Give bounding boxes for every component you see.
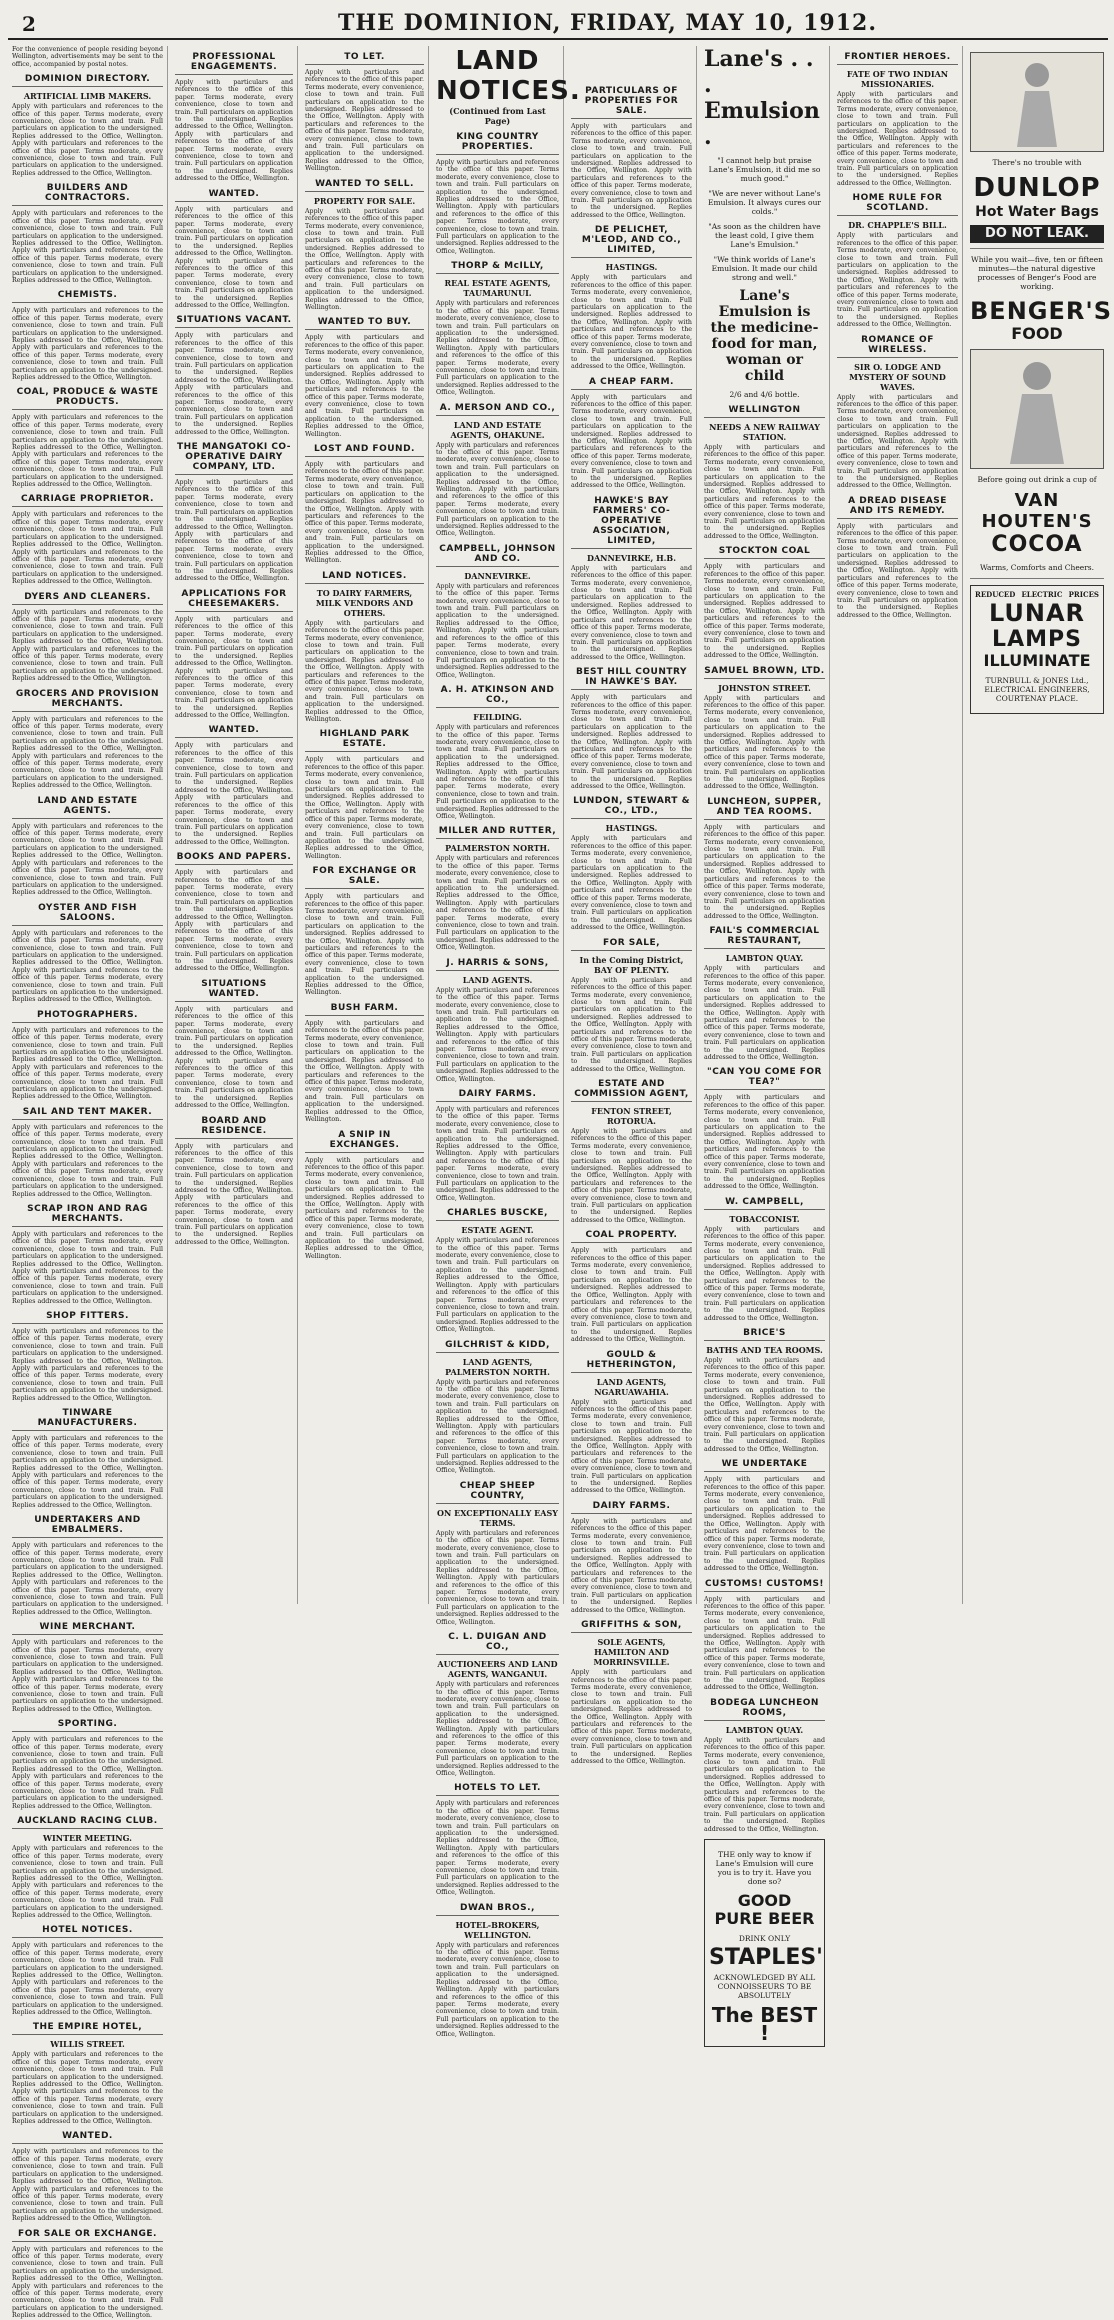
section-heading: CAMPBELL, JOHNSON AND CO. (436, 544, 559, 567)
body-text: Apply with particulars and references to the office of this paper. Terms moderate, every convenience, close to town and train. Full particulars on application to the undersigned. Replies addressed to the Office, Wellington. Apply with particulars and references to the office of this paper. Terms moderate, every convenience, close to town and train. Full particulars on application to the undersigned. Replies addressed to the Office, Wellington. (12, 103, 163, 177)
section-heading: LUNDON, STEWART & CO., LTD., (571, 796, 692, 819)
body-text: Apply with particulars and references to the office of this paper. Terms moderate, every convenience, close to town and train. Full particulars on application to the undersigned. Replies addressed to the Office, Wellington. Apply with particulars and references to the office of this paper. Terms moderate, every convenience, close to town and train. Full particulars on application to the undersigned. Replies addressed to the Office, Wellington. (305, 619, 424, 724)
body-text: Apply with particulars and references to the office of this paper. Terms moderate, every convenience, close to town and train. Full particulars on application to the undersigned. Replies addressed to the Office, Wellington. Apply with particulars and references to the office of this paper. Terms moderate, every convenience, close to town and train. Full particulars on application to the undersigned. Replies addressed to the Office, Wellington. (12, 307, 163, 381)
section-subheading: REAL ESTATE AGENTS, TAUMARUNUI. (444, 278, 551, 299)
body-text: Apply with particulars and references to the office of this paper. Terms moderate, every convenience, close to town and train. Full particulars on application to the undersigned. Replies addressed to the Office, Wellington. Apply with particulars and references to the office of this paper. Terms moderate, every convenience, close to town and train. Full particulars on application to the undersigned. Replies addressed to the Office, Wellington. (436, 582, 559, 679)
section-heading: THE MANGATOKI CO-OPERATIVE DAIRY COMPANY, LTD. (175, 442, 293, 475)
body-text: Apply with particulars and references to the office of this paper. Terms moderate, every convenience, close to town and train. Full particulars on application to the undersigned. Replies addressed to the Office, Wellington. Apply with particulars and references to the office of this paper. Terms moderate, every convenience, close to town and train. Full particulars on application to the undersigned. Replies addressed to the Office, Wellington. (704, 1476, 825, 1573)
body-text: Apply with particulars and references to the office of this paper. Terms moderate, every convenience, close to town and train. Full particulars on application to the undersigned. Replies addressed to the Office, Wellington. Apply with particulars and references to the office of this paper. Terms moderate, every convenience, close to town and train. Full particulars on application to the undersigned. Replies addressed to the Office, Wellington. (837, 393, 958, 490)
body-text: Apply with particulars and references to the office of this paper. Terms moderate, every convenience, close to town and train. Full particulars on application to the undersigned. Replies addressed to the Office, Wellington. Apply with particulars and references to the office of this paper. Terms moderate, every convenience, close to town and train. Full particulars on application to the undersigned. Replies addressed to the Office, Wellington. (704, 1356, 825, 1453)
section-heading: BOOKS AND PAPERS. (175, 852, 293, 865)
body-text: Apply with particulars and references to the office of this paper. Terms moderate, every convenience, close to town and train. Full particulars on application to the undersigned. Replies addressed to the Office, Wellington. Apply with particulars and references to the office of this paper. Terms moderate, every convenience, close to town and train. Full particulars on application to the undersigned. Replies addressed to the Office, Wellington. (175, 79, 293, 183)
body-text: Apply with particulars and references to the office of this paper. Terms moderate, every convenience, close to town and train. Full particulars on application to the undersigned. Replies addressed to the Office, Wellington. Apply with particulars and references to the office of this paper. Terms moderate, every convenience, close to town and train. Full particulars on application to the undersigned. Replies addressed to the Office, Wellington. (436, 1800, 559, 1897)
section-heading: A CHEAP FARM. (571, 377, 692, 390)
body-text: Apply with particulars and references to the office of this paper. Terms moderate, every convenience, close to town and train. Full particulars on application to the undersigned. Replies addressed to the Office, Wellington. Apply with particulars and references to the office of this paper. Terms moderate, every convenience, close to town and train. Full particulars on application to the undersigned. Replies addressed to the Office, Wellington. (12, 1639, 163, 1713)
section-heading: SAMUEL BROWN, LTD. (704, 666, 825, 679)
body-text: Apply with particulars and references to the office of this paper. Terms moderate, every convenience, close to town and train. Full particulars on application to the undersigned. Replies addressed to the Office, Wellington. Apply with particulars and references to the office of this paper. Terms moderate, every convenience, close to town and train. Full particulars on application to the undersigned. Replies addressed to the Office, Wellington. (571, 835, 692, 932)
section-heading: WE UNDERTAKE (704, 1459, 825, 1472)
body-text: Apply with particulars and references to the office of this paper. Terms moderate, every convenience, close to town and train. Full particulars on application to the undersigned. Replies addressed to the Office, Wellington. Apply with particulars and references to the office of this paper. Terms moderate, every convenience, close to town and train. Full particulars on application to the undersigned. Replies addressed to the Office, Wellington. (12, 1736, 163, 1810)
section-subheading: LAND AND ESTATE AGENTS, OHAKUNE. (450, 419, 545, 440)
column-3-classifieds (301, 46, 429, 1604)
van-houten-brand: VAN HOUTEN'S (981, 490, 1093, 532)
section-heading: TO LET. (305, 52, 424, 65)
section-subheading: AUCTIONEERS AND LAND AGENTS, WANGANUI. (437, 1659, 558, 1680)
staples-ack: ACKNOWLEDGED BY ALL CONNOISSEURS TO BE ABSOLUTELY (713, 1973, 816, 2001)
body-text: Apply with particulars and references to the office of this paper. Terms moderate, every convenience, close to town and train. Full particulars on application to the undersigned. Replies addressed to the Office, Wellington. Apply with particulars and references to the office of this paper. Terms moderate, every convenience, close to town and train. Full particulars on application to the undersigned. Replies addressed to the Office, Wellington. (704, 444, 825, 540)
body-text: Apply with particulars and references to the office of this paper. Terms moderate, every convenience, close to town and train. Full particulars on application to the undersigned. Replies addressed to the Office, Wellington. Apply with particulars and references to the office of this paper. Terms moderate, every convenience, close to town and train. Full particulars on application to the undersigned. Replies addressed to the Office, Wellington. (436, 986, 559, 1083)
body-text: Apply with particulars and references to the office of this paper. Terms moderate, every convenience, close to town and train. Full particulars on application to the undersigned. Replies addressed to the Office, Wellington. Apply with particulars and references to the office of this paper. Terms moderate, every convenience, close to town and train. Full particulars on application to the undersigned. Replies addressed to the Office, Wellington. (571, 393, 692, 490)
section-subheading: DANNEVIRKE. (464, 570, 531, 581)
section-heading: CARRIAGE PROPRIETOR. (12, 494, 163, 507)
section-heading: HIGHLAND PARK ESTATE. (305, 729, 424, 752)
section-subheading: HASTINGS. (605, 262, 658, 273)
section-heading: WANTED. (12, 2131, 163, 2144)
section-heading: BOARD AND RESIDENCE. (175, 1116, 293, 1139)
section-heading: SPORTING. (12, 1719, 163, 1732)
body-text: Apply with particulars and references to the office of this paper. Terms moderate, every convenience, close to town and train. Full particulars on application to the undersigned. Replies addressed to the Office, Wellington. Apply with particulars and references to the office of this paper. Terms moderate, every convenience, close to town and train. Full particulars on application to the undersigned. Replies addressed to the Office, Wellington. (305, 69, 424, 173)
staples-best: The BEST ! (711, 2003, 818, 2046)
section-heading: SITUATIONS WANTED. (175, 979, 293, 1002)
section-heading: APPLICATIONS FOR CHEESEMAKERS. (175, 589, 293, 612)
lunar-prices: PRICES (1068, 590, 1099, 599)
section-heading: A DREAD DISEASE AND ITS REMEDY. (837, 496, 958, 519)
section-heading: ROMANCE OF WIRELESS. (837, 335, 958, 358)
lunar-brand: LUNAR (988, 599, 1086, 627)
lanes-emulsion-tagline: Lane's Emulsion is the medicine-food for man, woman or child (710, 288, 819, 384)
body-text: Apply with particulars and references to the office of this paper. Terms moderate, every convenience, close to town and train. Full particulars on application to the undersigned. Replies addressed to the Office, Wellington. Apply with particulars and references to the office of this paper. Terms moderate, every convenience, close to town and train. Full particulars on application to the undersigned. Replies addressed to the Office, Wellington. (436, 300, 559, 397)
body-text: Apply with particulars and references to the office of this paper. Terms moderate, every convenience, close to town and train. Full particulars on application to the undersigned. Replies addressed to the Office, Wellington. Apply with particulars and references to the office of this paper. Terms moderate, every convenience, close to town and train. Full particulars on application to the undersigned. Replies addressed to the Office, Wellington. (571, 1398, 692, 1495)
section-heading: DOMINION DIRECTORY. (12, 74, 163, 87)
column-5-land-notices (567, 46, 697, 1765)
lunar-foot: TURNBULL & JONES Ltd., ELECTRICAL ENGINEERS, COURTENAY PLACE. (984, 676, 1090, 703)
testimonial-quote: "We are never without Lane's Emulsion. It always cures our colds." (708, 189, 821, 216)
section-subheading: FATE OF TWO INDIAN MISSIONARIES. (846, 69, 949, 89)
body-text: Apply with particulars and references to the office of this paper. Terms moderate, every convenience, close to town and train. Full particulars on application to the undersigned. Replies addressed to the Office, Wellington. Apply with particulars and references to the office of this paper. Terms moderate, every convenience, close to town and train. Full particulars on application to the undersigned. Replies addressed to the Office, Wellington. (704, 1736, 825, 1833)
body-text: Apply with particulars and references to the office of this paper. Terms moderate, every convenience, close to town and train. Full particulars on application to the undersigned. Replies addressed to the Office, Wellington. Apply with particulars and references to the office of this paper. Terms moderate, every convenience, close to town and train. Full particulars on application to the undersigned. Replies addressed to the Office, Wellington. (12, 1942, 163, 2016)
body-text: Apply with particulars and references to the office of this paper. Terms moderate, every convenience, close to town and train. Full particulars on application to the undersigned. Replies addressed to the Office, Wellington. Apply with particulars and references to the office of this paper. Terms moderate, every convenience, close to town and train. Full particulars on application to the undersigned. Replies addressed to the Office, Wellington. (571, 1127, 692, 1224)
section-subheading: LAND AGENTS, PALMERSTON NORTH. (445, 1356, 550, 1377)
section-subheading: SIR O. LODGE AND MYSTERY OF SOUND WAVES. (849, 361, 946, 392)
staples-brand: STAPLES' (709, 1945, 823, 1971)
body-text: Apply with particulars and references to the office of this paper. Terms moderate, every convenience, close to town and train. Full particulars on application to the undersigned. Replies addressed to the Office, Wellington. Apply with particulars and references to the office of this paper. Terms moderate, every convenience, close to town and train. Full particulars on application to the undersigned. Replies addressed to the Office, Wellington. (12, 1542, 163, 1616)
column-2-classifieds (171, 46, 298, 1604)
section-heading: COAL, PRODUCE & WASTE PRODUCTS. (12, 387, 163, 410)
section-heading: AUCKLAND RACING CLUB. (12, 1816, 163, 1829)
section-heading: "CAN YOU COME FOR TEA?" (704, 1067, 825, 1090)
lunar-illuminate: ILLUMINATE (983, 651, 1091, 670)
body-text: Apply with particulars and references to the office of this paper. Terms moderate, every convenience, close to town and train. Full particulars on application to the undersigned. Replies addressed to the Office, Wellington. Apply with particulars and references to the office of this paper. Terms moderate, every convenience, close to town and train. Full particulars on application to the undersigned. Replies addressed to the Office, Wellington. (305, 334, 424, 438)
section-subheading: TOBACCONIST. (729, 1213, 800, 1224)
column-1-directory (8, 46, 168, 2320)
section-heading: WANTED TO SELL. (305, 179, 424, 192)
section-heading: GROCERS AND PROVISION MERCHANTS. (12, 689, 163, 712)
body-text: Apply with particulars and references to the office of this paper. Terms moderate, every convenience, close to town and train. Full particulars on application to the undersigned. Replies addressed to the Office, Wellington. Apply with particulars and references to the office of this paper. Terms moderate, every convenience, close to town and train. Full particulars on application to the undersigned. Replies addressed to the Office, Wellington. (12, 1435, 163, 1509)
land-notices-sub: (Continued from Last Page) (449, 106, 546, 126)
section-subheading: WILLIS STREET. (50, 2039, 125, 2050)
section-heading: BODEGA LUNCHEON ROOMS, (704, 1698, 825, 1721)
column-8-ads (966, 46, 1112, 1604)
body-text: Apply with particulars and references to the office of this paper. Terms moderate, every convenience, close to town and train. Full particulars on application to the undersigned. Replies addressed to the Office, Wellington. Apply with particulars and references to the office of this paper. Terms moderate, every convenience, close to town and train. Full particulars on application to the undersigned. Replies addressed to the Office, Wellington. (837, 232, 958, 329)
section-heading: LOST AND FOUND. (305, 444, 424, 457)
section-heading: OYSTER AND FISH SALOONS. (12, 903, 163, 926)
body-text: Apply with particulars and references to the office of this paper. Terms moderate, every convenience, close to town and train. Full particulars on application to the undersigned. Replies addressed to the Office, Wellington. Apply with particulars and references to the office of this paper. Terms moderate, every convenience, close to town and train. Full particulars on application to the undersigned. Replies addressed to the Office, Wellington. (12, 210, 163, 284)
newspaper-page (8, 6, 1112, 2320)
newspaper-title: THE DOMINION, FRIDAY, MAY 10, 1912. (338, 10, 878, 36)
lanes-emulsion-title-2: Emulsion . (704, 98, 820, 150)
section-subheading: JOHNSTON STREET. (718, 682, 811, 693)
lunar-reduced: REDUCED (975, 590, 1016, 599)
section-heading: KING COUNTRY PROPERTIES. (436, 132, 559, 155)
testimonial-quote: "As soon as the children have the least cold, I give them Lane's Emulsion." (708, 222, 821, 249)
section-heading: DYERS AND CLEANERS. (12, 592, 163, 605)
column-4-land-notices (432, 46, 581, 2038)
body-text: Apply with particulars and references to the office of this paper. Terms moderate, every convenience, close to town and train. Full particulars on application to the undersigned. Replies addressed to the Office, Wellington. Apply with particulars and references to the office of this paper. Terms moderate, every convenience, close to town and train. Full particulars on application to the undersigned. Replies addressed to the Office, Wellington. (704, 1225, 825, 1322)
body-text: Apply with particulars and references to the office of this paper. Terms moderate, every convenience, close to town and train. Full particulars on application to the undersigned. Replies addressed to the Office, Wellington. Apply with particulars and references to the office of this paper. Terms moderate, every convenience, close to town and train. Full particulars on application to the undersigned. Replies addressed to the Office, Wellington. (571, 1247, 692, 1344)
body-text: Apply with particulars and references to the office of this paper. Terms moderate, every convenience, close to town and train. Full particulars on application to the undersigned. Replies addressed to the Office, Wellington. Apply with particulars and references to the office of this paper. Terms moderate, every convenience, close to town and train. Full particulars on application to the undersigned. Replies addressed to the Office, Wellington. (12, 822, 163, 897)
section-heading: LAND NOTICES. (305, 571, 424, 584)
body-text: Apply with particulars and references to the office of this paper. Terms moderate, every convenience, close to town and train. Full particulars on application to the undersigned. Replies addressed to the Office, Wellington. Apply with particulars and references to the office of this paper. Terms moderate, every convenience, close to town and train. Full particulars on application to the undersigned. Replies addressed to the Office, Wellington. (12, 929, 163, 1004)
lunar-lamps-ad (970, 585, 1104, 714)
body-text: Apply with particulars and references to the office of this paper. Terms moderate, every convenience, close to town and train. Full particulars on application to the undersigned. Replies addressed to the Office, Wellington. Apply with particulars and references to the office of this paper. Terms moderate, every convenience, close to town and train. Full particulars on application to the undersigned. Replies addressed to the Office, Wellington. (12, 1230, 163, 1305)
column-7-articles (833, 46, 963, 1604)
body-text: Apply with particulars and references to the office of this paper. Terms moderate, every convenience, close to town and train. Full particulars on application to the undersigned. Replies addressed to the Office, Wellington. Apply with particulars and references to the office of this paper. Terms moderate, every convenience, close to town and train. Full particulars on application to the undersigned. Replies addressed to the Office, Wellington. (571, 274, 692, 371)
notice-text: For the convenience of people residing beyond Wellington, advertisements may be sent to the office, accompanied by postal notes. (12, 46, 163, 68)
section-heading: THORP & McILLY, (436, 261, 559, 274)
section-subheading: In the Coming District, BAY OF PLENTY. (579, 954, 684, 975)
body-text: Apply with particulars and references to the office of this paper. Terms moderate, every convenience, close to town and train. Full particulars on application to the undersigned. Replies addressed to the Office, Wellington. Apply with particulars and references to the office of this paper. Terms moderate, every convenience, close to town and train. Full particulars on application to the undersigned. Replies addressed to the Office, Wellington. (436, 441, 559, 538)
section-heading: A. H. ATKINSON AND CO., (436, 685, 559, 708)
section-heading: WANTED. (175, 725, 293, 738)
body-text: Apply with particulars and references to the office of this paper. Terms moderate, every convenience, close to town and train. Full particulars on application to the undersigned. Replies addressed to the Office, Wellington. Apply with particulars and references to the office of this paper. Terms moderate, every convenience, close to town and train. Full particulars on application to the undersigned. Replies addressed to the Office, Wellington. (571, 694, 692, 790)
benger-brand: BENGER'S (970, 297, 1112, 325)
body-text: Apply with particulars and references to the office of this paper. Terms moderate, every convenience, close to town and train. Full particulars on application to the undersigned. Replies addressed to the Office, Wellington. Apply with particulars and references to the office of this paper. Terms moderate, every convenience, close to town and train. Full particulars on application to the undersigned. Replies addressed to the Office, Wellington. (436, 1105, 559, 1202)
section-heading: SCRAP IRON AND RAG MERCHANTS. (12, 1204, 163, 1227)
section-subheading: WINTER MEETING. (43, 1833, 132, 1844)
section-heading: TINWARE MANUFACTURERS. (12, 1408, 163, 1431)
page-number: 2 (22, 12, 36, 36)
testimonial-quote: "We think worlds of Lane's Emulsion. It made our child strong and well." (711, 255, 818, 282)
dunlop-tag: DO NOT LEAK. (970, 225, 1104, 243)
section-subheading: LAND AGENTS, NGARUAWAHIA. (594, 1376, 669, 1397)
body-text: Apply with particulars and references to the office of this paper. Terms moderate, every convenience, close to town and train. Full particulars on application to the undersigned. Replies addressed to the Office, Wellington. Apply with particulars and references to the office of this paper. Terms moderate, every convenience, close to town and train. Full particulars on application to the undersigned. Replies addressed to the Office, Wellington. (305, 893, 424, 997)
section-subheading: PROPERTY FOR SALE. (313, 195, 416, 206)
body-text: Apply with particulars and references to the office of this paper. Terms moderate, every convenience, close to town and train. Full particulars on application to the undersigned. Replies addressed to the Office, Wellington. Apply with particulars and references to the office of this paper. Terms moderate, every convenience, close to town and train. Full particulars on application to the undersigned. Replies addressed to the Office, Wellington. (175, 869, 293, 973)
section-subheading: BATHS AND TEA ROOMS. (706, 1344, 823, 1355)
section-heading: FRONTIER HEROES. (837, 52, 958, 65)
body-text: Apply with particulars and references to the office of this paper. Terms moderate, every convenience, close to town and train. Full particulars on application to the undersigned. Replies addressed to the Office, Wellington. Apply with particulars and references to the office of this paper. Terms moderate, every convenience, close to town and train. Full particulars on application to the undersigned. Replies addressed to the Office, Wellington. (571, 976, 692, 1073)
body-text: Apply with particulars and references to the office of this paper. Terms moderate, every convenience, close to town and train. Full particulars on application to the undersigned. Replies addressed to the Office, Wellington. Apply with particulars and references to the office of this paper. Terms moderate, every convenience, close to town and train. Full particulars on application to the undersigned. Replies addressed to the Office, Wellington. (436, 1237, 559, 1334)
staples-line1: THE only way to know if Lane's Emulsion will cure you is to try it. Have you done so? (715, 1850, 814, 1887)
body-text: Apply with particulars and references to the office of this paper. Terms moderate, every convenience, close to town and train. Full particulars on application to the undersigned. Replies addressed to the Office, Wellington. Apply with particulars and references to the office of this paper. Terms moderate, every convenience, close to town and train. Full particulars on application to the undersigned. Replies addressed to the Office, Wellington. (571, 1669, 692, 1765)
body-text: Apply with particulars and references to the office of this paper. Terms moderate, every convenience, close to town and train. Full particulars on application to the undersigned. Replies addressed to the Office, Wellington. Apply with particulars and references to the office of this paper. Terms moderate, every convenience, close to town and train. Full particulars on application to the undersigned. Replies addressed to the Office, Wellington. (704, 965, 825, 1061)
body-text: Apply with particulars and references to the office of this paper. Terms moderate, every convenience, close to town and train. Full particulars on application to the undersigned. Replies addressed to the Office, Wellington. Apply with particulars and references to the office of this paper. Terms moderate, every convenience, close to town and train. Full particulars on application to the undersigned. Replies addressed to the Office, Wellington. (12, 1845, 163, 1919)
section-heading: LUNCHEON, SUPPER, AND TEA ROOMS. (704, 797, 825, 820)
lunar-electric: ELECTRIC (1021, 590, 1063, 599)
body-text: Apply with particulars and references to the office of this paper. Terms moderate, every convenience, close to town and train. Full particulars on application to the undersigned. Replies addressed to the Office, Wellington. Apply with particulars and references to the office of this paper. Terms moderate, every convenience, close to town and train. Full particulars on application to the undersigned. Replies addressed to the Office, Wellington. (175, 332, 293, 436)
section-heading: PROFESSIONAL ENGAGEMENTS. (175, 52, 293, 75)
section-heading: WANTED. (175, 189, 293, 202)
body-text: Apply with particulars and references to the office of this paper. Terms moderate, every convenience, close to town and train. Full particulars on application to the undersigned. Replies addressed to the Office, Wellington. Apply with particulars and references to the office of this paper. Terms moderate, every convenience, close to town and train. Full particulars on application to the undersigned. Replies addressed to the Office, Wellington. (12, 2245, 163, 2320)
body-text: Apply with particulars and references to the office of this paper. Terms moderate, every convenience, close to town and train. Full particulars on application to the undersigned. Replies addressed to the Office, Wellington. Apply with particulars and references to the office of this paper. Terms moderate, every convenience, close to town and train. Full particulars on application to the undersigned. Replies addressed to the Office, Wellington. (12, 1026, 163, 1101)
body-text: Apply with particulars and references to the office of this paper. Terms moderate, every convenience, close to town and train. Full particulars on application to the undersigned. Replies addressed to the Office, Wellington. Apply with particulars and references to the office of this paper. Terms moderate, every convenience, close to town and train. Full particulars on application to the undersigned. Replies addressed to the Office, Wellington. (837, 91, 958, 187)
section-subheading: PALMERSTON NORTH. (445, 843, 550, 854)
section-heading: DAIRY FARMS. (571, 1501, 692, 1514)
van-houten-sub: Warms, Comforts and Cheers. (979, 563, 1095, 572)
section-heading: A SNIP IN EXCHANGES. (305, 1130, 424, 1153)
body-text: Apply with particulars and references to the office of this paper. Terms moderate, every convenience, close to town and train. Full particulars on application to the undersigned. Replies addressed to the Office, Wellington. Apply with particulars and references to the office of this paper. Terms moderate, every convenience, close to town and train. Full particulars on application to the undersigned. Replies addressed to the Office, Wellington. (12, 414, 163, 489)
body-text: Apply with particulars and references to the office of this paper. Terms moderate, every convenience, close to town and train. Full particulars on application to the undersigned. Replies addressed to the Office, Wellington. Apply with particulars and references to the office of this paper. Terms moderate, every convenience, close to town and train. Full particulars on application to the undersigned. Replies addressed to the Office, Wellington. (704, 1094, 825, 1191)
land-notices-banner: LAND NOTICES. (436, 46, 581, 106)
body-text: Apply with particulars and references to the office of this paper. Terms moderate, every convenience, close to town and train. Full particulars on application to the undersigned. Replies addressed to the Office, Wellington. Apply with particulars and references to the office of this paper. Terms moderate, every convenience, close to town and train. Full particulars on application to the undersigned. Replies addressed to the Office, Wellington. (704, 694, 825, 791)
benger-pre: While you wait—five, ten or fifteen minutes—the natural digestive processes of Benger's Food are working. (970, 255, 1104, 291)
section-subheading: ARTIFICIAL LIMB MAKERS. (23, 91, 152, 102)
body-text: Apply with particulars and references to the office of this paper. Terms moderate, every convenience, close to town and train. Full particulars on application to the undersigned. Replies addressed to the Office, Wellington. Apply with particulars and references to the office of this paper. Terms moderate, every convenience, close to town and train. Full particulars on application to the undersigned. Replies addressed to the Office, Wellington. (305, 756, 424, 860)
section-subheading: DANNEVIRKE, H.B. (587, 552, 676, 563)
section-heading: WINE MERCHANT. (12, 1622, 163, 1635)
section-heading: J. HARRIS & SONS, (436, 958, 559, 971)
section-heading: FAIL'S COMMERCIAL RESTAURANT, (704, 926, 825, 949)
section-heading: FOR EXCHANGE OR SALE. (305, 866, 424, 889)
dunlop-brand: DUNLOP (973, 173, 1101, 203)
section-heading: W. CAMPBELL, (704, 1197, 825, 1210)
section-heading: HOTEL NOTICES. (12, 1925, 163, 1938)
section-heading: CHEAP SHEEP COUNTRY, (436, 1481, 559, 1504)
section-heading: THE EMPIRE HOTEL, (12, 2022, 163, 2035)
section-heading: BRICE'S (704, 1328, 825, 1341)
section-heading: LAND AND ESTATE AGENTS. (12, 796, 163, 819)
staples-good: GOOD (737, 1891, 792, 1911)
body-text: Apply with particulars and references to the office of this paper. Terms moderate, every convenience, close to town and train. Full particulars on application to the undersigned. Replies addressed to the Office, Wellington. Apply with particulars and references to the office of this paper. Terms moderate, every convenience, close to town and train. Full particulars on application to the undersigned. Replies addressed to the Office, Wellington. (12, 2148, 163, 2223)
section-heading: PHOTOGRAPHERS. (12, 1010, 163, 1023)
section-heading: SHOP FITTERS. (12, 1311, 163, 1324)
section-subheading: ESTATE AGENT. (461, 1225, 534, 1236)
section-heading: WELLINGTON (704, 405, 825, 418)
section-heading: DAIRY FARMS. (436, 1089, 559, 1102)
section-heading: SITUATIONS VACANT. (175, 315, 293, 328)
section-heading: A. MERSON AND CO., (436, 403, 559, 416)
body-text: Apply with particulars and references to the office of this paper. Terms moderate, every convenience, close to town and train. Full particulars on application to the undersigned. Replies addressed to the Office, Wellington. Apply with particulars and references to the office of this paper. Terms moderate, every convenience, close to town and train. Full particulars on application to the undersigned. Replies addressed to the Office, Wellington. (436, 1681, 559, 1777)
staples-drink: DRINK ONLY (738, 1934, 791, 1944)
body-text: Apply with particulars and references to the office of this paper. Terms moderate, every convenience, close to town and train. Full particulars on application to the undersigned. Replies addressed to the Office, Wellington. Apply with particulars and references to the office of this paper. Terms moderate, every convenience, close to town and train. Full particulars on application to the undersigned. Replies addressed to the Office, Wellington. (12, 1123, 163, 1198)
section-heading: HOTELS TO LET. (436, 1783, 559, 1796)
section-heading: SAIL AND TENT MAKER. (12, 1107, 163, 1120)
section-subheading: HOTEL-BROKERS, WELLINGTON. (455, 1919, 540, 1940)
body-text: Apply with particulars and references to the office of this paper. Terms moderate, every convenience, close to town and train. Full particulars on application to the undersigned. Replies addressed to the Office, Wellington. Apply with particulars and references to the office of this paper. Terms moderate, every convenience, close to town and train. Full particulars on application to the undersigned. Replies addressed to the Office, Wellington. (12, 608, 163, 683)
divider (970, 248, 1104, 249)
section-heading: C. L. DUIGAN AND CO., (436, 1632, 559, 1655)
section-subheading: NEEDS A NEW RAILWAY STATION. (709, 422, 820, 442)
body-text: Apply with particulars and references to the office of this paper. Terms moderate, every convenience, close to town and train. Full particulars on application to the undersigned. Replies addressed to the Office, Wellington. Apply with particulars and references to the office of this paper. Terms moderate, every convenience, close to town and train. Full particulars on application to the undersigned. Replies addressed to the Office, Wellington. (305, 1019, 424, 1124)
body-text: Apply with particulars and references to the office of this paper. Terms moderate, every convenience, close to town and train. Full particulars on application to the undersigned. Replies addressed to the Office, Wellington. Apply with particulars and references to the office of this paper. Terms moderate, every convenience, close to town and train. Full particulars on application to the undersigned. Replies addressed to the Office, Wellington. (12, 511, 163, 586)
section-subheading: ON EXCEPTIONALLY EASY TERMS. (437, 1507, 558, 1528)
section-subheading: TO DAIRY FARMERS, MILK VENDORS AND OTHERS. (315, 587, 414, 618)
testimonial-quote: "I cannot help but praise Lane's Emulsion, it did me so much good." (708, 156, 821, 183)
body-text: Apply with particulars and references to the office of this paper. Terms moderate, every convenience, close to town and train. Full particulars on application to the undersigned. Replies addressed to the Office, Wellington. Apply with particulars and references to the office of this paper. Terms moderate, every convenience, close to town and train. Full particulars on application to the undersigned. Replies addressed to the Office, Wellington. (436, 724, 559, 820)
section-heading: HAWKE'S BAY FARMERS' CO-OPERATIVE ASSOCIATION, LIMITED, (571, 496, 692, 549)
divider (970, 578, 1104, 579)
section-subheading: SOLE AGENTS, HAMILTON AND MORRINSVILLE. (593, 1637, 670, 1668)
body-text: Apply with particulars and references to the office of this paper. Terms moderate, every convenience, close to town and train. Full particulars on application to the undersigned. Replies addressed to the Office, Wellington. Apply with particulars and references to the office of this paper. Terms moderate, every convenience, close to town and train. Full particulars on application to the undersigned. Replies addressed to the Office, Wellington. (12, 1327, 163, 1402)
body-text: Apply with particulars and references to the office of this paper. Terms moderate, every convenience, close to town and train. Full particulars on application to the undersigned. Replies addressed to the Office, Wellington. Apply with particulars and references to the office of this paper. Terms moderate, every convenience, close to town and train. Full particulars on application to the undersigned. Replies addressed to the Office, Wellington. (175, 205, 293, 309)
body-text: Apply with particulars and references to the office of this paper. Terms moderate, every convenience, close to town and train. Full particulars on application to the undersigned. Replies addressed to the Office, Wellington. Apply with particulars and references to the office of this paper. Terms moderate, every convenience, close to town and train. Full particulars on application to the undersigned. Replies addressed to the Office, Wellington. (704, 563, 825, 660)
body-text: Apply with particulars and references to the office of this paper. Terms moderate, every convenience, close to town and train. Full particulars on application to the undersigned. Replies addressed to the Office, Wellington. Apply with particulars and references to the office of this paper. Terms moderate, every convenience, close to town and train. Full particulars on application to the undersigned. Replies addressed to the Office, Wellington. (305, 207, 424, 311)
section-heading: WANTED TO BUY. (305, 317, 424, 330)
section-heading: MILLER AND RUTTER, (436, 826, 559, 839)
masthead (8, 6, 1108, 40)
body-text: Apply with particulars and references to the office of this paper. Terms moderate, every convenience, close to town and train. Full particulars on application to the undersigned. Replies addressed to the Office, Wellington. Apply with particulars and references to the office of this paper. Terms moderate, every convenience, close to town and train. Full particulars on application to the undersigned. Replies addressed to the Office, Wellington. (704, 823, 825, 920)
section-heading: GRIFFITHS & SON, (571, 1620, 692, 1633)
section-heading: DE PELICHET, M'LEOD, AND CO., LIMITED, (571, 225, 692, 258)
dunlop-sub: Hot Water Bags (975, 204, 1099, 220)
body-text: Apply with particulars and references to the office of this paper. Terms moderate, every convenience, close to town and train. Full particulars on application to the undersigned. Replies addressed to the Office, Wellington. Apply with particulars and references to the office of this paper. Terms moderate, every convenience, close to town and train. Full particulars on application to the undersigned. Replies addressed to the Office, Wellington. (305, 1156, 424, 1260)
body-text: Apply with particulars and references to the office of this paper. Terms moderate, every convenience, close to town and train. Full particulars on application to the undersigned. Replies addressed to the Office, Wellington. Apply with particulars and references to the office of this paper. Terms moderate, every convenience, close to town and train. Full particulars on application to the undersigned. Replies addressed to the Office, Wellington. (436, 1529, 559, 1626)
section-heading: ESTATE AND COMMISSION AGENT, (571, 1079, 692, 1102)
body-text: Apply with particulars and references to the office of this paper. Terms moderate, every convenience, close to town and train. Full particulars on application to the undersigned. Replies addressed to the Office, Wellington. Apply with particulars and references to the office of this paper. Terms moderate, every convenience, close to town and train. Full particulars on application to the undersigned. Replies addressed to the Office, Wellington. (12, 2051, 163, 2126)
section-subheading: LAND AGENTS. (462, 974, 533, 985)
section-heading: CHEMISTS. (12, 290, 163, 303)
section-heading: CUSTOMS! CUSTOMS! (704, 1579, 825, 1592)
section-heading: BUSH FARM. (305, 1003, 424, 1016)
section-heading: FOR SALE, (571, 938, 692, 951)
body-text: Apply with particulars and references to the office of this paper. Terms moderate, every convenience, close to town and train. Full particulars on application to the undersigned. Replies addressed to the Office, Wellington. Apply with particulars and references to the office of this paper. Terms moderate, every convenience, close to town and train. Full particulars on application to the undersigned. Replies addressed to the Office, Wellington. (12, 715, 163, 790)
lanes-emulsion-title: Lane's . . . (704, 46, 814, 98)
section-heading: UNDERTAKERS AND EMBALMERS. (12, 1515, 163, 1538)
section-heading: FOR SALE OR EXCHANGE. (12, 2229, 163, 2242)
section-heading: CHARLES BUSCKE, (436, 1208, 559, 1221)
body-text: Apply with particulars and references to the office of this paper. Terms moderate, every convenience, close to town and train. Full particulars on application to the undersigned. Replies addressed to the Office, Wellington. Apply with particulars and references to the office of this paper. Terms moderate, every convenience, close to town and train. Full particulars on application to the undersigned. Replies addressed to the Office, Wellington. (704, 1595, 825, 1692)
column-6-ads (700, 46, 830, 2046)
section-heading: HOME RULE FOR SCOTLAND. (837, 193, 958, 216)
section-subheading: HASTINGS. (605, 823, 658, 834)
body-text: Apply with particulars and references to the office of this paper. Terms moderate, every convenience, close to town and train. Full particulars on application to the undersigned. Replies addressed to the Office, Wellington. Apply with particulars and references to the office of this paper. Terms moderate, every convenience, close to town and train. Full particulars on application to the undersigned. Replies addressed to the Office, Wellington. (175, 1005, 293, 1110)
body-text: Apply with particulars and references to the office of this paper. Terms moderate, every convenience, close to town and train. Full particulars on application to the undersigned. Replies addressed to the Office, Wellington. Apply with particulars and references to the office of this paper. Terms moderate, every convenience, close to town and train. Full particulars on application to the undersigned. Replies addressed to the Office, Wellington. (571, 564, 692, 661)
section-heading: GILCHRIST & KIDD, (436, 1340, 559, 1353)
section-subheading: LAMBTON QUAY. (725, 1724, 804, 1735)
section-heading: COAL PROPERTY. (571, 1230, 692, 1243)
lanes-emulsion-price: 2/6 and 4/6 bottle. (729, 390, 800, 399)
van-houten-pre: Before going out drink a cup of (977, 475, 1097, 484)
body-text: Apply with particulars and references to the office of this paper. Terms moderate, every convenience, close to town and train. Full particulars on application to the undersigned. Replies addressed to the Office, Wellington. Apply with particulars and references to the office of this paper. Terms moderate, every convenience, close to town and train. Full particulars on application to the undersigned. Replies addressed to the Office, Wellington. (571, 1517, 692, 1614)
body-text: Apply with particulars and references to the office of this paper. Terms moderate, every convenience, close to town and train. Full particulars on application to the undersigned. Replies addressed to the Office, Wellington. Apply with particulars and references to the office of this paper. Terms moderate, every convenience, close to town and train. Full particulars on application to the undersigned. Replies addressed to the Office, Wellington. (175, 615, 293, 720)
section-subheading: FENTON STREET, ROTORUA. (591, 1105, 672, 1126)
body-text: Apply with particulars and references to the office of this paper. Terms moderate, every convenience, close to town and train. Full particulars on application to the undersigned. Replies addressed to the Office, Wellington. Apply with particulars and references to the office of this paper. Terms moderate, every convenience, close to town and train. Full particulars on application to the undersigned. Replies addressed to the Office, Wellington. (436, 1378, 559, 1475)
section-subheading: LAMBTON QUAY. (725, 953, 804, 964)
section-heading: BUILDERS AND CONTRACTORS. (12, 183, 163, 206)
section-heading: GOULD & HETHERINGTON, (571, 1350, 692, 1373)
body-text: Apply with particulars and references to the office of this paper. Terms moderate, every convenience, close to town and train. Full particulars on application to the undersigned. Replies addressed to the Office, Wellington. Apply with particulars and references to the office of this paper. Terms moderate, every convenience, close to town and train. Full particulars on application to the undersigned. Replies addressed to the Office, Wellington. (175, 479, 293, 583)
body-text: Apply with particulars and references to the office of this paper. Terms moderate, every convenience, close to town and train. Full particulars on application to the undersigned. Replies addressed to the Office, Wellington. Apply with particulars and references to the office of this paper. Terms moderate, every convenience, close to town and train. Full particulars on application to the undersigned. Replies addressed to the Office, Wellington. (305, 461, 424, 565)
illustration-nurse-icon (970, 52, 1104, 152)
staples-pure: PURE BEER (714, 1909, 815, 1929)
lunar-lamps: LAMPS (992, 627, 1082, 652)
body-text: Apply with particulars and references to the office of this paper. Terms moderate, every convenience, close to town and train. Full particulars on application to the undersigned. Replies addressed to the Office, Wellington. Apply with particulars and references to the office of this paper. Terms moderate, every convenience, close to town and train. Full particulars on application to the undersigned. Replies addressed to the Office, Wellington. (175, 1142, 293, 1246)
body-text: Apply with particulars and references to the office of this paper. Terms moderate, every convenience, close to town and train. Full particulars on application to the undersigned. Replies addressed to the Office, Wellington. Apply with particulars and references to the office of this paper. Terms moderate, every convenience, close to town and train. Full particulars on application to the undersigned. Replies addressed to the Office, Wellington. (436, 855, 559, 952)
illustration-woman-icon (970, 349, 1104, 469)
section-heading: STOCKTON COAL (704, 546, 825, 559)
body-text: Apply with particulars and references to the office of this paper. Terms moderate, every convenience, close to town and train. Full particulars on application to the undersigned. Replies addressed to the Office, Wellington. Apply with particulars and references to the office of this paper. Terms moderate, every convenience, close to town and train. Full particulars on application to the undersigned. Replies addressed to the Office, Wellington. (436, 1941, 559, 2038)
body-text: Apply with particulars and references to the office of this paper. Terms moderate, every convenience, close to town and train. Full particulars on application to the undersigned. Replies addressed to the Office, Wellington. Apply with particulars and references to the office of this paper. Terms moderate, every convenience, close to town and train. Full particulars on application to the undersigned. Replies addressed to the Office, Wellington. (175, 742, 293, 846)
body-text: Apply with particulars and references to the office of this paper. Terms moderate, every convenience, close to town and train. Full particulars on application to the undersigned. Replies addressed to the Office, Wellington. Apply with particulars and references to the office of this paper. Terms moderate, every convenience, close to town and train. Full particulars on application to the undersigned. Replies addressed to the Office, Wellington. (837, 522, 958, 619)
dunlop-pre: There's no trouble with (992, 158, 1082, 167)
section-heading: PARTICULARS OF PROPERTIES FOR SALE. (571, 86, 692, 119)
section-subheading: DR. CHAPPLE'S BILL. (848, 220, 947, 231)
section-subheading: FEILDING. (473, 712, 522, 723)
section-heading: DWAN BROS., (436, 1903, 559, 1916)
van-houten-cocoa: COCOA (991, 532, 1083, 557)
benger-food: FOOD (1011, 324, 1063, 343)
section-heading: BEST HILL COUNTRY IN HAWKE'S BAY. (571, 667, 692, 690)
staples-beer-ad (704, 1839, 825, 2047)
body-text: Apply with particulars and references to the office of this paper. Terms moderate, every convenience, close to town and train. Full particulars on application to the undersigned. Replies addressed to the Office, Wellington. Apply with particulars and references to the office of this paper. Terms moderate, every convenience, close to town and train. Full particulars on application to the undersigned. Replies addressed to the Office, Wellington. (436, 159, 559, 255)
body-text: Apply with particulars and references to the office of this paper. Terms moderate, every convenience, close to town and train. Full particulars on application to the undersigned. Replies addressed to the Office, Wellington. Apply with particulars and references to the office of this paper. Terms moderate, every convenience, close to town and train. Full particulars on application to the undersigned. Replies addressed to the Office, Wellington. (571, 123, 692, 219)
